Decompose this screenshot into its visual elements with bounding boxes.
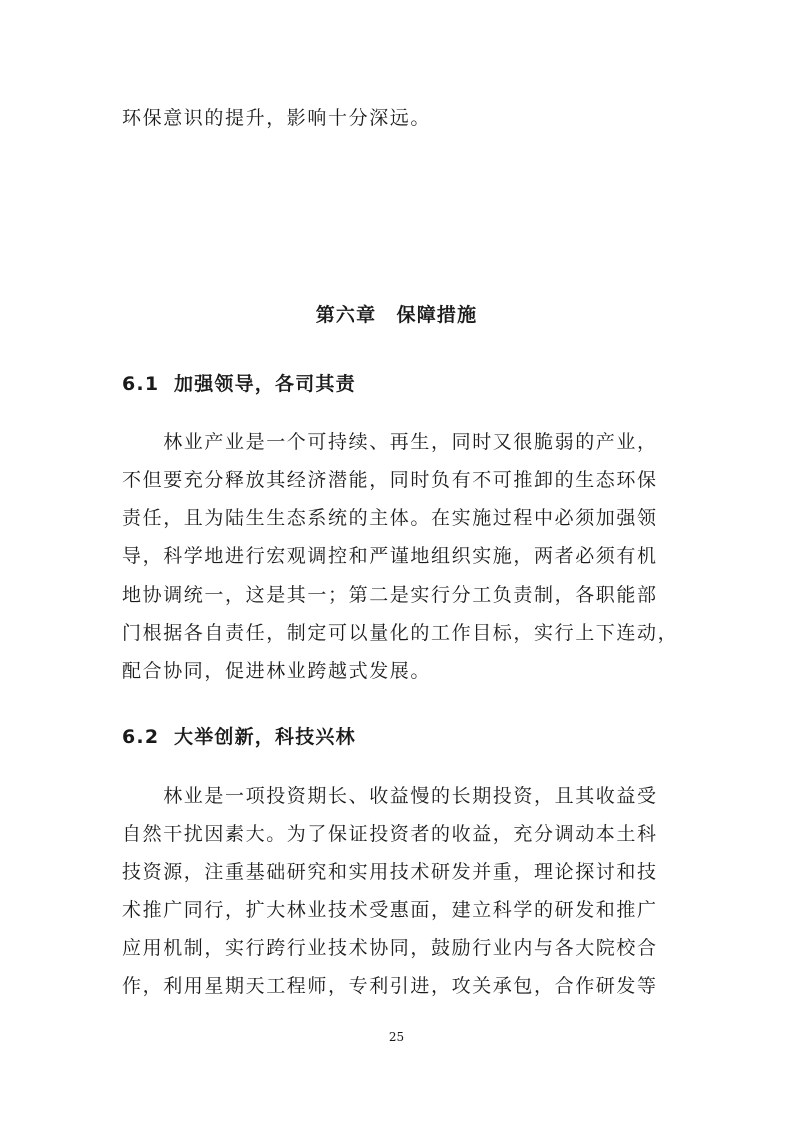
- paragraph-line: 林业是一项投资期长、收益慢的长期投资，且其收益受: [122, 785, 658, 807]
- paragraph-line: 术推广同行，扩大林业技术受惠面，建立科学的研发和推广: [122, 899, 658, 921]
- paragraph-line: 应用机制，实行跨行业技术协同，鼓励行业内与各大院校合: [122, 937, 658, 959]
- paragraph-line: 责任，且为陆生生态系统的主体。在实施过程中必须加强领: [122, 507, 658, 529]
- paragraph-line: 作，利用星期天工程师，专利引进，攻关承包，合作研发等: [122, 975, 658, 997]
- paragraph-line: 技资源，注重基础研究和实用技术研发并重，理论探讨和技: [122, 861, 658, 883]
- section-title: 大举创新，科技兴林: [174, 726, 356, 748]
- paragraph-line: 门根据各自责任，制定可以量化的工作目标，实行上下连动，: [122, 622, 679, 644]
- chapter-title: 第六章 保障措施: [315, 304, 478, 326]
- paragraph-line: 配合协同，促进林业跨越式发展。: [122, 660, 432, 682]
- page-number: 25: [388, 1030, 405, 1044]
- paragraph-line: 林业产业是一个可持续、再生，同时又很脆弱的产业，: [122, 431, 658, 453]
- section-heading: [122, 722, 356, 749]
- paragraph-line: 自然干扰因素大。为了保证投资者的收益，充分调动本土科: [122, 823, 658, 845]
- paragraph-line: 导，科学地进行宏观调控和严谨地组织实施，两者必须有机: [122, 545, 658, 567]
- section-title: 加强领导，各司其责: [174, 373, 356, 395]
- section-number: 6.1: [122, 373, 160, 395]
- paragraph-line: 不但要充分释放其经济潜能，同时负有不可推卸的生态环保: [122, 469, 658, 491]
- section-number: 6.2: [122, 726, 160, 748]
- section-heading: [122, 369, 356, 396]
- paragraph-line: 地协调统一，这是其一；第二是实行分工负责制，各职能部: [122, 584, 658, 606]
- continuation-line: 环保意识的提升，影响十分深远。: [122, 107, 432, 129]
